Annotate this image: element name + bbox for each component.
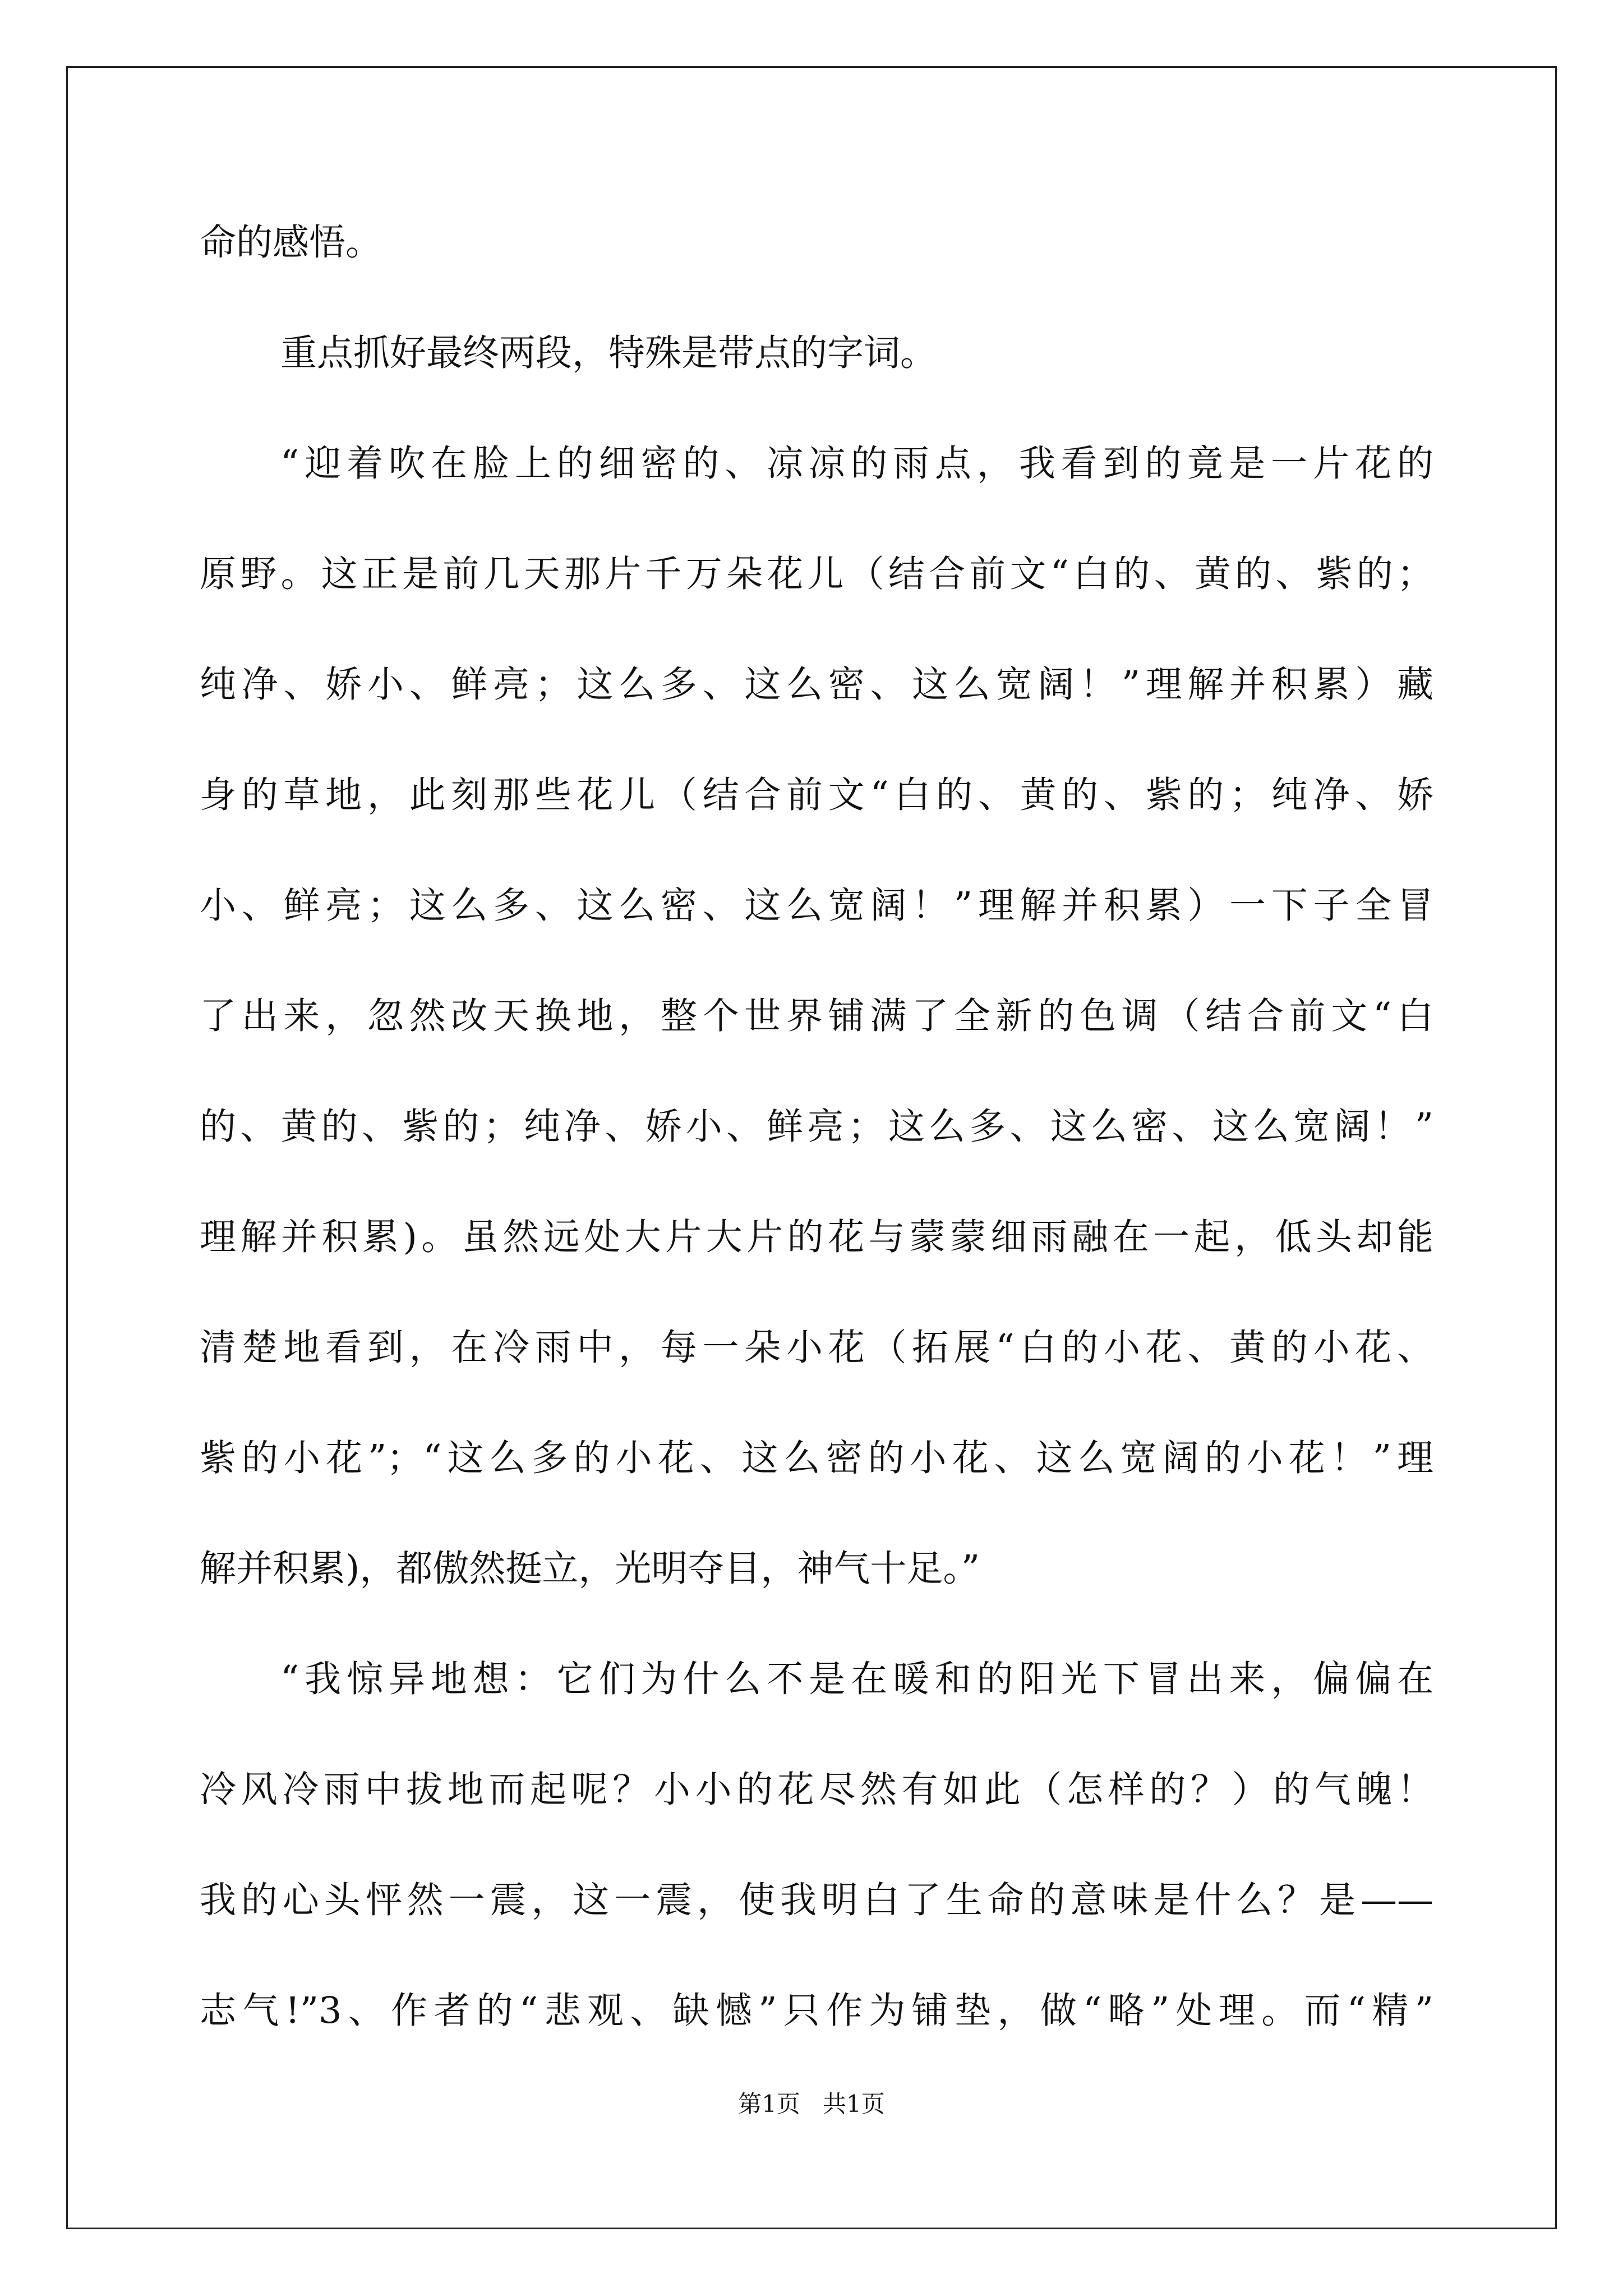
text-line-5: 纯净、娇小、鲜亮；这么多、这么密、这么宽阔！”理解并积累）藏: [200, 664, 1433, 706]
text-line-17: 志气!”3、作者的“悲观、缺憾”只作为铺垫，做“略”处理。而“精”: [200, 1990, 1433, 2032]
page-number: 第1页: [738, 2090, 800, 2118]
text-line-1: 命的感悟。: [200, 222, 382, 264]
text-line-11: 清楚地看到，在冷雨中，每一朵小花（拓展“白的小花、黄的小花、: [200, 1327, 1433, 1369]
text-line-6: 身的草地，此刻那些花儿（结合前文“白的、黄的、紫的；纯净、娇: [200, 774, 1433, 816]
text-line-10: 理解并积累)。虽然远处大片大片的花与蒙蒙细雨融在一起，低头却能: [200, 1216, 1433, 1258]
text-line-13: 解并积累)，都傲然挺立，光明夺目，神气十足。”: [200, 1548, 980, 1590]
page-footer: [0, 2092, 1623, 2116]
page-total: 共1页: [823, 2090, 885, 2118]
text-line-14: “我惊异地想：它们为什么不是在暖和的阳光下冒出来，偏偏在: [280, 1658, 1433, 1700]
text-line-3: “迎着吹在脸上的细密的、凉凉的雨点，我看到的竟是一片花的: [280, 443, 1433, 485]
text-line-7: 小、鲜亮；这么多、这么密、这么宽阔！”理解并积累）一下子全冒: [200, 885, 1433, 927]
text-line-12: 紫的小花”；“这么多的小花、这么密的小花、这么宽阔的小花！”理: [200, 1437, 1433, 1479]
text-line-2: 重点抓好最终两段，特殊是带点的字词。: [280, 332, 937, 374]
text-line-15: 冷风冷雨中拔地而起呢？小小的花尽然有如此（怎样的？）的气魄！: [200, 1769, 1433, 1811]
text-line-16: 我的心头怦然一震，这一震，使我明白了生命的意味是什么？是——: [200, 1879, 1433, 1921]
text-line-8: 了出来，忽然改天换地，整个世界铺满了全新的色调（结合前文“白: [200, 995, 1433, 1037]
text-line-9: 的、黄的、紫的；纯净、娇小、鲜亮；这么多、这么密、这么宽阔！”: [200, 1106, 1433, 1148]
text-line-4: 原野。这正是前几天那片千万朵花儿（结合前文“白的、黄的、紫的；: [200, 553, 1433, 595]
